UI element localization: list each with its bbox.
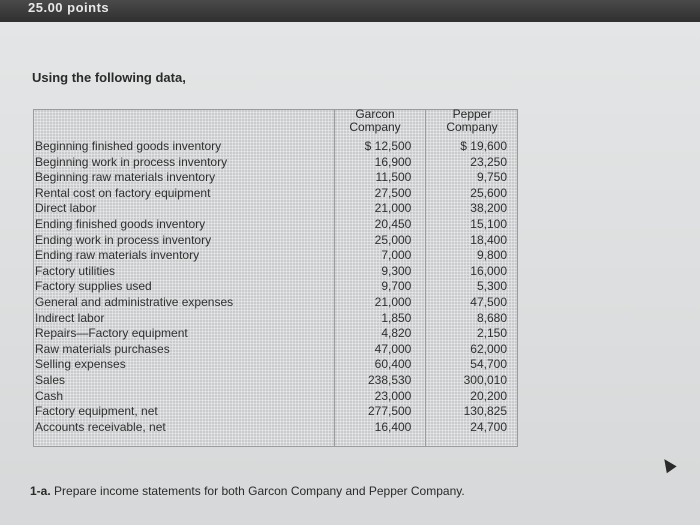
table-row	[35, 217, 513, 233]
garcon-value: 20,450	[374, 216, 412, 231]
table-row	[35, 295, 513, 311]
garcon-value: 16,900	[374, 154, 412, 169]
table-row	[35, 326, 513, 342]
garcon-value: 7,000	[381, 248, 412, 263]
row-label: Ending finished goods inventory	[35, 216, 206, 231]
pepper-value: 54,700	[470, 357, 507, 372]
data-table	[35, 139, 513, 435]
garcon-value: 23,000	[374, 388, 412, 403]
pepper-value: 2,150	[476, 326, 507, 341]
table-row	[35, 373, 513, 389]
table-row	[35, 389, 513, 405]
pepper-value: 16,000	[470, 263, 507, 278]
table-row	[35, 139, 513, 155]
table-row	[35, 233, 513, 249]
garcon-header-line1: Garcon	[355, 107, 395, 121]
pepper-value: 5,300	[476, 279, 507, 294]
table-row	[35, 311, 513, 327]
garcon-value: 238,530	[367, 372, 412, 387]
garcon-value: 9,300	[381, 263, 412, 278]
pepper-value: 38,200	[470, 201, 507, 216]
garcon-value: 9,700	[381, 279, 412, 294]
table-row	[35, 357, 513, 373]
pepper-column-header	[433, 108, 511, 134]
row-label: Factory utilities	[35, 263, 116, 278]
pepper-value: 8,680	[476, 310, 507, 325]
pepper-value: 300,010	[463, 372, 507, 387]
pepper-value: 62,000	[470, 341, 507, 356]
pepper-value: 18,400	[470, 232, 507, 247]
instruction-text: Prepare income statements for both Garcon Company and Pepper Company.	[54, 484, 465, 498]
row-label: Direct labor	[35, 201, 97, 216]
pepper-value: 24,700	[470, 419, 507, 434]
pepper-value: 20,200	[470, 388, 507, 403]
pepper-header-line1: Pepper	[452, 107, 492, 121]
points-label: 25.00 points	[28, 0, 110, 15]
row-label: Selling expenses	[35, 357, 126, 372]
table-row	[35, 201, 513, 217]
table-row	[35, 404, 513, 420]
row-label: Factory equipment, net	[35, 404, 158, 419]
garcon-column-header	[336, 108, 414, 134]
garcon-value: 1,850	[381, 310, 412, 325]
table-row	[35, 264, 513, 280]
garcon-value: 47,000	[374, 341, 412, 356]
pepper-header-line2: Company	[446, 120, 498, 134]
pepper-value: 47,500	[470, 294, 507, 309]
row-label: Factory supplies used	[35, 279, 152, 294]
row-label: Beginning raw materials inventory	[35, 170, 216, 185]
garcon-value: 21,000	[374, 201, 412, 216]
garcon-value: 16,400	[374, 419, 412, 434]
row-label: Accounts receivable, net	[35, 419, 166, 434]
table-row	[35, 420, 513, 436]
garcon-value: 60,400	[374, 357, 412, 372]
garcon-value: 27,500	[374, 185, 412, 200]
table-row	[35, 248, 513, 264]
pepper-value: 130,825	[463, 404, 507, 419]
table-row	[35, 342, 513, 358]
table-row	[35, 279, 513, 295]
instruction-number: 1-a.	[30, 484, 51, 498]
row-label: Indirect labor	[35, 310, 105, 325]
pepper-value: 9,800	[476, 248, 507, 263]
top-strip	[0, 0, 700, 22]
row-label: Beginning finished goods inventory	[35, 139, 222, 153]
table-row	[35, 186, 513, 202]
row-label: Raw materials purchases	[35, 341, 170, 356]
garcon-value: 4,820	[381, 326, 412, 341]
table-row	[35, 170, 513, 186]
row-label: Rental cost on factory equipment	[35, 185, 211, 200]
pepper-value: 9,750	[476, 170, 507, 185]
pepper-value: 25,600	[470, 185, 507, 200]
table-row	[35, 155, 513, 171]
row-label: Sales	[35, 372, 66, 387]
row-label: Beginning work in process inventory	[35, 154, 228, 169]
garcon-value: 21,000	[374, 294, 412, 309]
row-label: General and administrative expenses	[35, 294, 234, 309]
row-label: Cash	[35, 388, 64, 403]
garcon-value: $ 12,500	[364, 139, 412, 153]
garcon-value: 277,500	[367, 404, 412, 419]
row-label: Ending raw materials inventory	[35, 248, 200, 263]
instruction	[30, 484, 465, 498]
pepper-value: 23,250	[470, 154, 507, 169]
intro-text: Using the following data,	[32, 70, 186, 85]
garcon-value: 25,000	[374, 232, 412, 247]
garcon-header-line2: Company	[349, 120, 401, 134]
garcon-value: 11,500	[375, 170, 412, 185]
row-label: Repairs—Factory equipment	[35, 326, 188, 341]
pepper-value: $ 19,600	[460, 139, 507, 153]
pepper-value: 15,100	[470, 216, 507, 231]
row-label: Ending work in process inventory	[35, 232, 212, 247]
